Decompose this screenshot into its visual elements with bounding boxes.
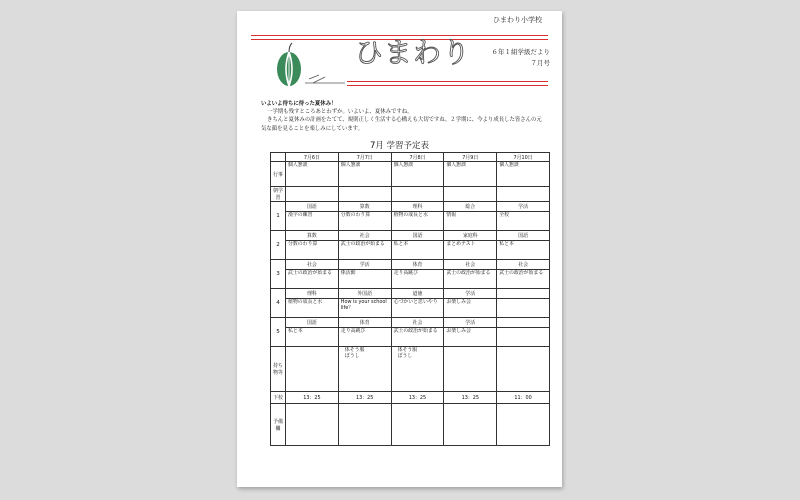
subject-cell: 社会 [444,260,497,270]
content-cell: 武士の政治が始まる [338,241,391,260]
dismissal-label: 下校 [271,392,286,404]
dismissal-row [271,392,550,404]
content-cell: 情報 [444,212,497,231]
period-subject-row [271,260,550,270]
content-cell: 私と本 [286,328,339,347]
items-cell [286,347,339,392]
period-content-row [271,299,550,318]
subject-cell: 国語 [391,231,444,241]
event-cell: 個人懇談 [338,162,391,187]
subject-cell: 体育 [391,260,444,270]
items-row [271,347,550,392]
content-cell: 武士の政治が始まる [391,328,444,347]
intro-heading: いよいよ待ちに待った夏休み！ [261,101,337,107]
event-cell: 個人懇談 [286,162,339,187]
subject-cell: 算数 [286,231,339,241]
subject-cell: 学活 [497,202,550,212]
content-cell: 走り高跳び [391,270,444,289]
remarks-row [271,404,550,446]
date-header: 7月6日 [286,153,339,162]
subject-cell: 理科 [391,202,444,212]
subject-cell: 学活 [444,318,497,328]
period-number: 1 [271,202,286,231]
dismissal-time: 13：25 [391,392,444,404]
subject-cell: 社会 [338,231,391,241]
period-number: 3 [271,260,286,289]
corner-cell [271,153,286,162]
schedule-table [270,152,550,446]
period-subject-row [271,202,550,212]
content-cell: 全校 [497,212,550,231]
items-cell: 体そう服 ぼうし [338,347,391,392]
schedule-title: 7月 学習予定表 [369,141,430,151]
remarks-cell [286,404,339,446]
date-header: 7月8日 [391,153,444,162]
intro-paragraph-2: きちんと夏休みの計画をたてて、規則正しく生活する心構えも大切ですね。２学期に、今より成長した皆さんの元気な顔を見ることを楽しみにしています。 [261,117,542,132]
subject-cell: 国語 [497,231,550,241]
date-header: 7月9日 [444,153,497,162]
remarks-cell [497,404,550,446]
subject-cell: 国語 [286,202,339,212]
event-cell: 個人懇談 [444,162,497,187]
content-cell: 心づかいと思いやり [391,299,444,318]
content-cell: 分数のわり算 [338,212,391,231]
content-cell: 植物の成長と水 [391,212,444,231]
items-cell [497,347,550,392]
newsletter-page [237,11,562,487]
header-rule-bottom [347,81,548,82]
dismissal-time: 13：25 [338,392,391,404]
content-cell: お楽しみ会 [444,328,497,347]
subject-cell: 家庭科 [444,231,497,241]
dismissal-time: 13：25 [286,392,339,404]
date-header: 7月10日 [497,153,550,162]
content-cell: 武士の政治が始まる [497,270,550,289]
content-cell: 係活動 [338,270,391,289]
morning-cell [391,187,444,202]
items-cell [444,347,497,392]
subject-cell: 国語 [286,318,339,328]
content-cell: お楽しみ会 [444,299,497,318]
remarks-cell [444,404,497,446]
newsletter-title: ひまわり [355,36,472,69]
subject-cell [497,289,550,299]
subject-cell: 社会 [391,318,444,328]
event-cell: 個人懇談 [391,162,444,187]
subject-cell: 社会 [286,260,339,270]
morning-cell [286,187,339,202]
intro-message [261,100,545,133]
subject-cell: 理科 [286,289,339,299]
content-cell: 私と本 [497,241,550,260]
content-cell [497,299,550,318]
morning-cell [444,187,497,202]
content-cell: 武士の政治が始まる [286,270,339,289]
event-label: 行事 [271,162,286,187]
intro-paragraph-1: 一学期も残すところあとわずか。いよいよ、夏休みですね。 [267,109,413,116]
content-cell: 武士の政治が始まる [444,270,497,289]
content-cell: 植物の成長と水 [286,299,339,318]
dismissal-time: 13：25 [444,392,497,404]
event-cell: 個人懇談 [497,162,550,187]
dismissal-time: 11：00 [497,392,550,404]
items-label: 持ち物等 [271,347,286,392]
subject-cell: 道徳 [391,289,444,299]
date-header: 7月7日 [338,153,391,162]
content-cell: 分数のわり算 [286,241,339,260]
content-cell: 走り高跳び [338,328,391,347]
subject-cell: 総合 [444,202,497,212]
period-subject-row [271,231,550,241]
content-cell: 漢字の練習 [286,212,339,231]
items-cell: 体そう服 ぼうし [391,347,444,392]
period-content-row [271,328,550,347]
content-cell: まとめテスト [444,241,497,260]
period-subject-row [271,318,550,328]
morning-cell [497,187,550,202]
period-content-row [271,241,550,260]
remarks-cell [391,404,444,446]
sunflower-seed-logo-icon [275,41,347,91]
morning-label: 朝学習 [271,187,286,202]
morning-cell [338,187,391,202]
subject-cell: 社会 [497,260,550,270]
class-newsletter-label: ６年１組学級だより [491,48,550,56]
event-row [271,162,550,187]
period-number: 2 [271,231,286,260]
subject-cell: 外国語 [338,289,391,299]
subject-cell: 学活 [444,289,497,299]
issue-label: ７月号 [530,59,550,67]
subject-cell: 学活 [338,260,391,270]
period-content-row [271,270,550,289]
content-cell: How is your school life？ [338,299,391,318]
period-number: 5 [271,318,286,347]
content-cell [497,328,550,347]
remarks-label: 予備欄 [271,404,286,446]
subject-cell: 算数 [338,202,391,212]
date-header-row [271,153,550,162]
school-name: ひまわり小学校 [493,16,542,24]
remarks-cell [338,404,391,446]
period-number: 4 [271,289,286,318]
subject-cell [497,318,550,328]
period-content-row [271,212,550,231]
header-rule-bottom-2 [347,85,548,86]
morning-row [271,187,550,202]
period-subject-row [271,289,550,299]
content-cell: 私と本 [391,241,444,260]
subject-cell: 体育 [338,318,391,328]
